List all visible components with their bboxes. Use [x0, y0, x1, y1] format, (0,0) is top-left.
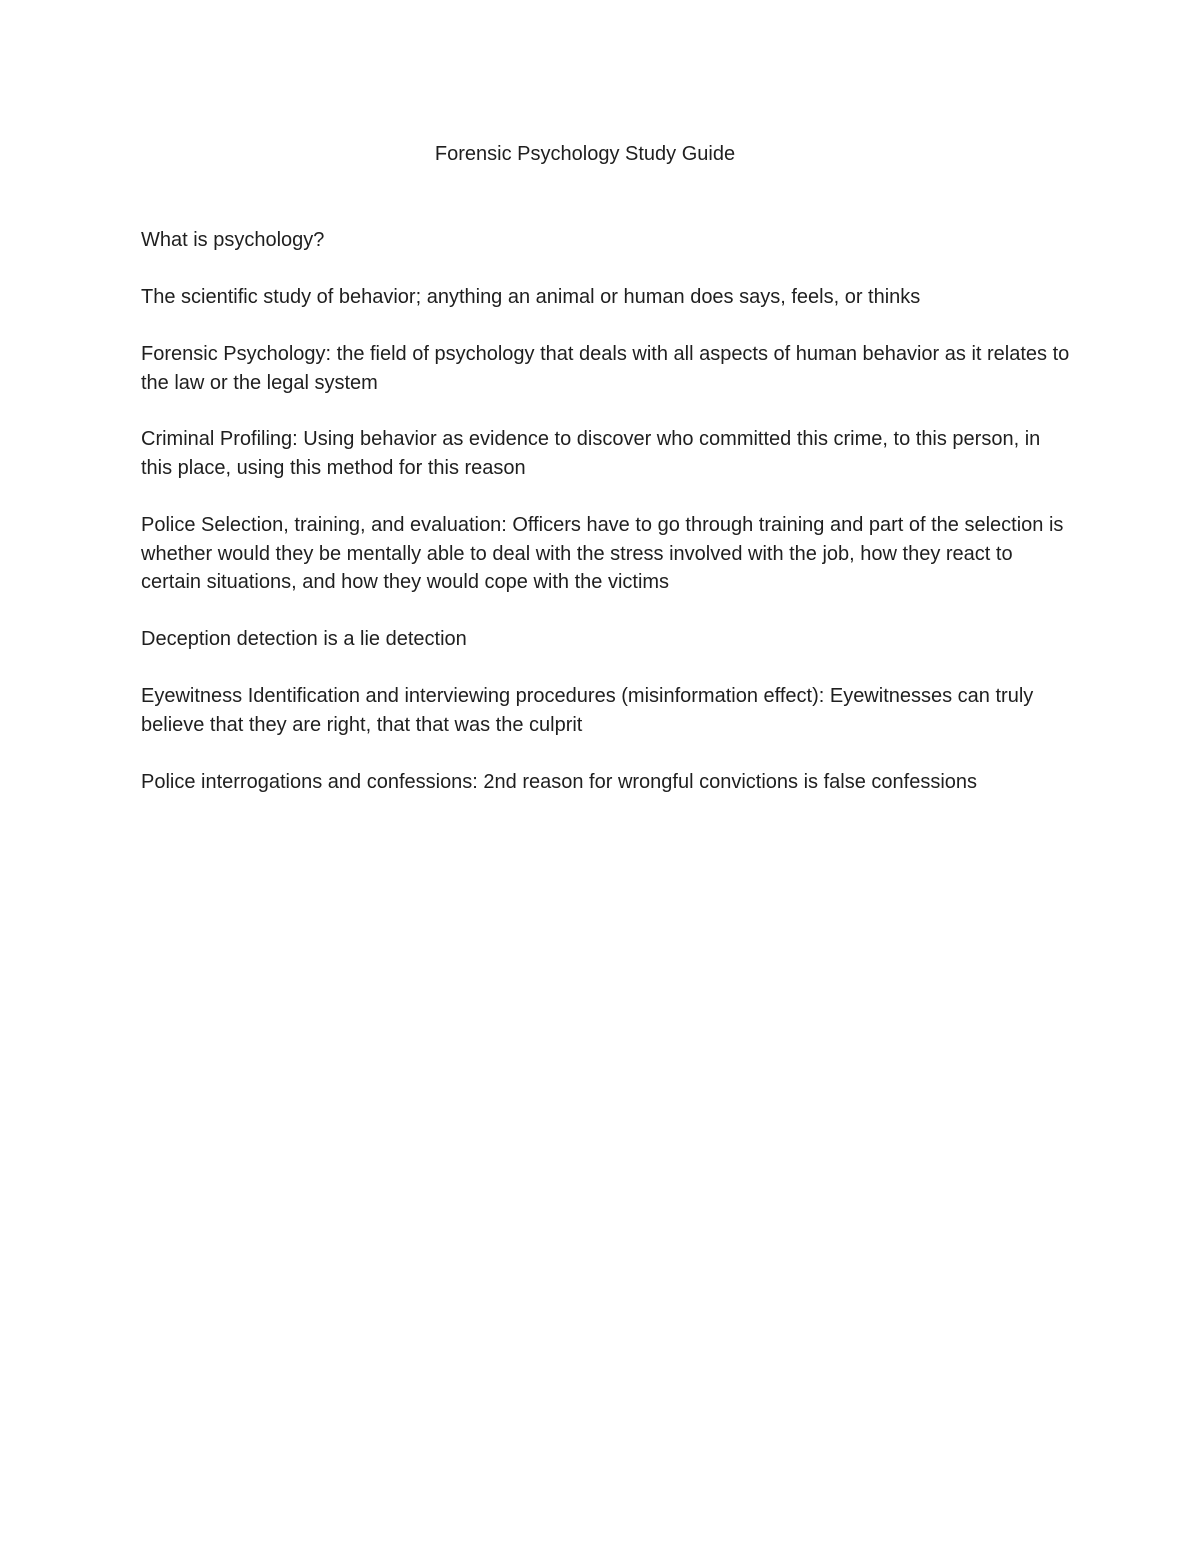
paragraph-psychology-definition: The scientific study of behavior; anything an animal or human does says, feels, or thinks: [141, 286, 921, 308]
paragraph-police-interrogations: Police interrogations and confessions: 2nd reason for wrongful convictions is false confessions: [141, 771, 978, 793]
paragraph-eyewitness-identification: Eyewitness Identification and interviewing procedures (misinformation effect): Eyewitnesses can truly believe that they are right, that that was the culprit: [141, 685, 1034, 736]
paragraph-criminal-profiling: Criminal Profiling: Using behavior as evidence to discover who committed this crime, to this person, in this place, using this method for this reason: [141, 428, 1041, 479]
paragraph-forensic-psychology: Forensic Psychology: the field of psychology that deals with all aspects of human behavior as it relates to the law or the legal system: [141, 343, 1070, 394]
document-title: Forensic Psychology Study Guide: [434, 143, 736, 165]
paragraph-deception-detection: Deception detection is a lie detection: [141, 628, 467, 650]
paragraph-question: What is psychology?: [141, 229, 325, 251]
paragraph-police-selection: Police Selection, training, and evaluation: Officers have to go through training and part of the selection is whether would they be mentally able to deal with the stress involved with the job, how they react to certain situations, and how they would cope with the victims: [141, 514, 1064, 593]
